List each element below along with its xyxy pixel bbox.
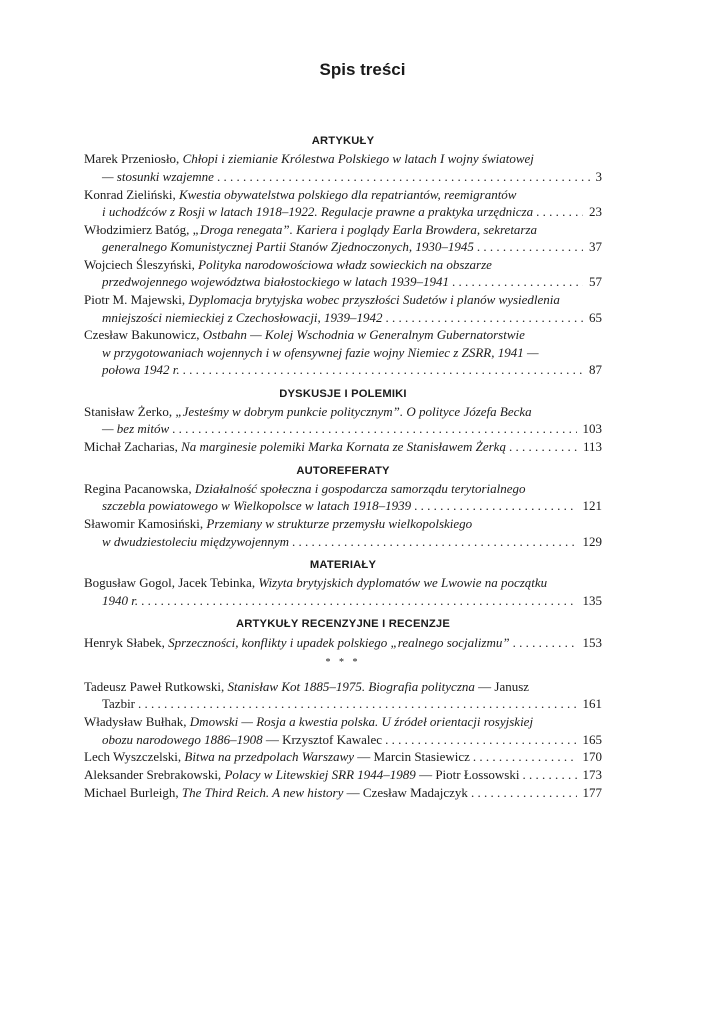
title: — stosunki wzajemne	[102, 168, 214, 184]
author: Aleksander Srebrakowski,	[84, 767, 225, 783]
toc-entry-line	[84, 344, 602, 361]
toc-entry-line	[84, 403, 602, 420]
author: Lech Wyszczelski,	[84, 749, 185, 765]
title: The Third Reich. A new history	[181, 785, 344, 801]
title: „Jesteśmy w dobrym punkcie politycznym”. O polityce Józefa Becka	[175, 404, 532, 420]
toc-entry-line	[84, 238, 602, 255]
toc-entry[interactable]	[84, 256, 602, 291]
reviewer: — Janusz	[474, 679, 530, 695]
title: szczebla powiatowego w Wielkopolsce w latach 1918–1939	[102, 498, 412, 514]
reviewer: — Marcin Stasiewicz	[354, 749, 470, 765]
reviewer: — Krzysztof Kawalec	[262, 731, 383, 747]
toc-entry[interactable]	[84, 678, 602, 713]
toc-entry[interactable]	[84, 748, 602, 765]
author: Czesław Bakunowicz,	[84, 327, 203, 343]
leader-dots	[533, 203, 583, 220]
table-of-contents	[84, 133, 602, 802]
toc-entry[interactable]	[84, 403, 602, 438]
title: Wizyta brytyjskich dyplomatów we Lwowie na początku	[258, 575, 548, 591]
entry-text	[102, 731, 382, 748]
title: w dwudziestoleciu międzywojennym	[102, 533, 290, 549]
toc-entry-line	[84, 634, 602, 651]
leader-dots	[180, 361, 583, 378]
entry-text	[102, 592, 138, 609]
author: Michael Burleigh,	[84, 785, 182, 801]
reviewer: — Piotr Łossowski	[415, 767, 520, 783]
leader-dots	[382, 731, 576, 748]
leader-dots	[411, 497, 576, 514]
toc-entry-line	[84, 273, 602, 290]
leader-dots	[169, 420, 576, 437]
toc-entry[interactable]	[84, 221, 602, 256]
leader-dots	[474, 238, 583, 255]
toc-entry-line	[84, 203, 602, 220]
separator-stars: * * *	[325, 657, 361, 669]
toc-entry[interactable]	[84, 326, 602, 378]
section-heading: DYSKUSJE I POLEMIKI	[279, 387, 407, 400]
toc-entry[interactable]	[84, 438, 602, 455]
leader-dots	[383, 309, 583, 326]
page-number: 87	[589, 362, 602, 378]
author: Marek Przeniosło,	[84, 151, 183, 167]
title: i uchodźców z Rosji w latach 1918–1922. Regulacje prawne a praktyka urzędnicza	[102, 204, 534, 219]
toc-entry[interactable]	[84, 150, 602, 185]
title: Kwestia obywatelstwa polskiego dla repatriantów, reemigrantów	[178, 186, 517, 202]
title: Polityka narodowościowa władz sowieckich na obszarze	[198, 257, 492, 272]
leader-dots	[449, 273, 583, 290]
title: — bez mitów	[102, 421, 170, 437]
toc-entry-line	[84, 256, 602, 273]
entry-text	[84, 438, 506, 455]
title: Na marginesie polemiki Marka Kornata ze Stanisławem Żerką	[181, 439, 506, 455]
toc-entry-line	[84, 695, 602, 712]
page-number: 161	[582, 696, 602, 712]
toc-entry-line	[84, 420, 602, 437]
title: Chłopi i ziemianie Królestwa Polskiego w latach I wojny światowej	[182, 151, 534, 167]
entry-text	[102, 203, 533, 220]
toc-entry-line	[84, 221, 602, 238]
toc-entry[interactable]	[84, 515, 602, 550]
entry-text	[102, 533, 289, 550]
page-number: 103	[582, 421, 602, 437]
toc-entry-line	[84, 150, 602, 167]
toc-entry-line	[84, 766, 602, 783]
author: Stanisław Żerko,	[84, 404, 176, 420]
title: Przemiany w strukturze przemysłu wielkopolskiego	[206, 516, 473, 532]
toc-entry-line	[84, 480, 602, 497]
title: Stanisław Kot 1885–1975. Biografia polityczna	[227, 679, 475, 695]
author: Konrad Zieliński,	[84, 186, 179, 202]
leader-dots	[519, 766, 576, 783]
title: „Droga renegata”. Kariera i poglądy Earla Browdera, sekretarza	[192, 221, 538, 237]
page-number: 165	[582, 731, 602, 747]
title: Bitwa na przedpolach Warszawy	[184, 749, 355, 765]
author: Włodzimierz Batóg,	[84, 221, 193, 237]
toc-entry-line	[84, 533, 602, 550]
page-number: 177	[582, 785, 602, 801]
title: Sprzeczności, konflikty i upadek polskiego „realnego socjalizmu”	[168, 634, 510, 650]
toc-entry-line	[84, 731, 602, 748]
title: mniejszości niemieckiej z Czechosłowacji, 1939–1942	[102, 309, 383, 325]
author: Henryk Słabek,	[84, 634, 169, 650]
toc-entry[interactable]	[84, 766, 602, 783]
toc-entry[interactable]	[84, 186, 602, 221]
toc-entry[interactable]	[84, 784, 602, 801]
page-number: 135	[582, 592, 602, 608]
toc-entry-line	[84, 713, 602, 730]
page-number: 153	[582, 634, 602, 650]
toc-entry-line	[84, 291, 602, 308]
title: Ostbahn — Kolej Wschodnia w Generalnym Gubernatorstwie	[202, 327, 525, 343]
section-heading: ARTYKUŁY	[311, 135, 375, 147]
page-number: 129	[582, 533, 602, 549]
toc-entry[interactable]	[84, 480, 602, 515]
entry-text	[84, 784, 468, 801]
leader-dots	[214, 168, 590, 185]
entry-text	[102, 309, 383, 326]
toc-entry[interactable]	[84, 291, 602, 326]
entry-text	[102, 497, 411, 514]
author: Bogusław Gogol, Jacek Tebinka,	[84, 575, 259, 591]
toc-entry-line	[84, 497, 602, 514]
leader-dots	[510, 634, 577, 651]
toc-entry-line	[84, 186, 602, 203]
entry-text	[102, 273, 449, 290]
title: przedwojennego województwa białostockiego w latach 1939–1941	[102, 274, 450, 290]
page-number: 113	[582, 439, 602, 455]
toc-entry-line	[84, 515, 602, 532]
author: Regina Pacanowska,	[84, 481, 195, 497]
page-number: 65	[589, 309, 602, 325]
reviewer: — Czesław Madajczyk	[343, 785, 468, 801]
page-number: 121	[582, 498, 602, 514]
leader-dots	[506, 438, 577, 455]
page-number: 173	[582, 767, 602, 783]
toc-entry[interactable]	[84, 574, 602, 609]
entry-text	[102, 168, 214, 185]
page-number: 37	[589, 239, 602, 255]
page-number: 57	[589, 274, 602, 290]
toc-entry-line	[84, 326, 602, 343]
reviewer: Tazbir	[102, 696, 136, 712]
title: Działalność społeczna i gospodarcza samorządu terytorialnego	[194, 481, 526, 497]
entry-text	[102, 361, 180, 378]
toc-entry-line	[84, 361, 602, 378]
entry-text	[84, 748, 470, 765]
leader-dots	[470, 748, 577, 765]
page-number: 23	[589, 204, 602, 219]
page-number: 170	[582, 749, 602, 765]
toc-entry-line	[84, 678, 602, 695]
toc-entry-line	[84, 748, 602, 765]
entry-text	[102, 238, 474, 255]
toc-entry[interactable]	[84, 713, 602, 748]
title: obozu narodowego 1886–1908	[102, 731, 263, 747]
toc-entry-line	[84, 574, 602, 591]
toc-entry-line	[84, 784, 602, 801]
author: Michał Zacharias,	[84, 439, 182, 455]
toc-entry-line	[84, 438, 602, 455]
toc-entry-line	[84, 592, 602, 609]
leader-dots	[289, 533, 576, 550]
toc-entry[interactable]	[84, 634, 602, 651]
title: Dmowski — Rosja a kwestia polska. U źródeł orientacji rosyjskiej	[189, 714, 534, 730]
toc-entry-line	[84, 168, 602, 185]
author: Władysław Bułhak,	[84, 714, 190, 730]
title: w przygotowaniach wojennych i w ofensywnej fazie wojny Niemiec z ZSRR, 1941 —	[102, 344, 539, 360]
entry-text	[84, 634, 510, 651]
section-heading: ARTYKUŁY RECENZYJNE I RECENZJE	[235, 618, 451, 631]
title: Polacy w Litewskiej SRR 1944–1989	[224, 767, 416, 783]
author: Tadeusz Paweł Rutkowski,	[84, 679, 228, 695]
author: Wojciech Śleszyński,	[84, 257, 199, 272]
entry-text	[102, 420, 169, 437]
page-title: Spis treści	[319, 60, 406, 79]
leader-dots	[135, 695, 576, 712]
entry-text	[84, 766, 519, 783]
title: 1940 r.	[102, 592, 139, 608]
entry-text	[102, 695, 135, 712]
leader-dots	[468, 784, 577, 801]
title: generalnego Komunistycznej Partii Stanów Zjednoczonych, 1930–1945	[102, 239, 474, 255]
leader-dots	[138, 592, 576, 609]
author: Piotr M. Majewski,	[84, 292, 189, 308]
title: Dyplomacja brytyjska wobec przyszłości Sudetów i planów wysiedlenia	[188, 292, 560, 308]
author: Sławomir Kamosiński,	[84, 516, 207, 532]
title: połowa 1942 r.	[102, 362, 180, 378]
page-number: 3	[595, 168, 602, 184]
toc-entry-line	[84, 309, 602, 326]
section-heading: MATERIAŁY	[309, 559, 377, 572]
section-heading: AUTOREFERATY	[296, 464, 390, 477]
